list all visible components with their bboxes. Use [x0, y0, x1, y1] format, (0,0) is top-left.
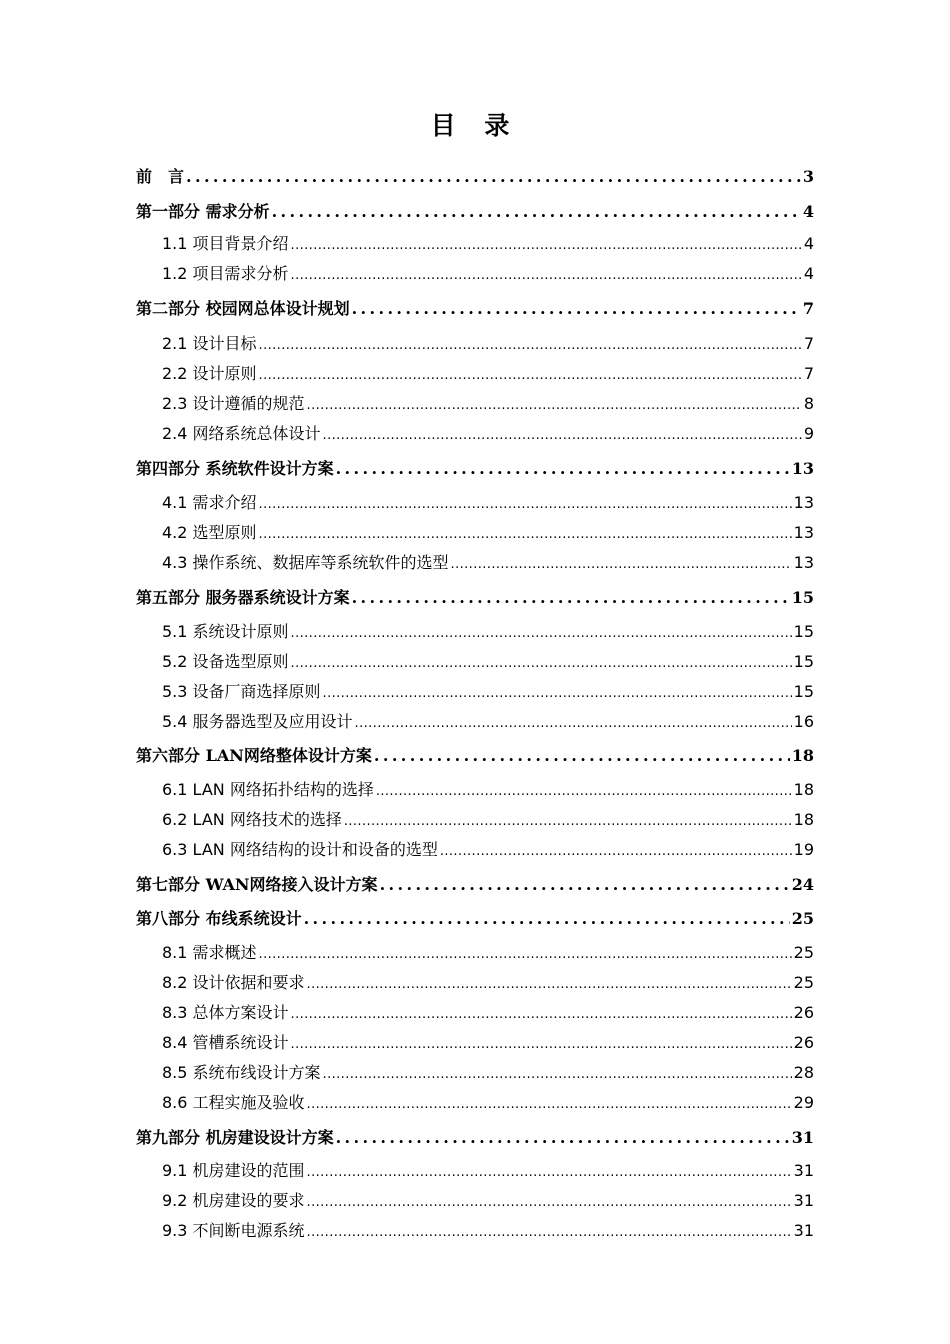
toc-page-number: 13	[793, 523, 814, 542]
toc-page-number: 25	[793, 973, 814, 992]
toc-entry-title: 6.2 LAN 网络技术的选择	[162, 810, 342, 829]
toc-entry-title: 8.1 需求概述	[162, 943, 257, 962]
toc-entry-title: 9.3 不间断电源系统	[162, 1221, 305, 1240]
toc-page-number: 31	[793, 1221, 814, 1240]
toc-dot-leader	[259, 334, 802, 353]
toc-subsection-entry[interactable]	[162, 837, 814, 860]
toc-subsection-entry[interactable]	[162, 619, 814, 642]
toc-page-number: 25	[791, 909, 814, 928]
toc-entry-title: 6.1 LAN 网络拓扑结构的选择	[162, 780, 374, 799]
toc-entry-title: 2.2 设计原则	[162, 364, 257, 383]
toc-subsection-entry[interactable]	[162, 679, 814, 702]
toc-entry-title: 2.4 网络系统总体设计	[162, 424, 321, 443]
toc-dot-leader	[307, 1161, 792, 1180]
toc-dot-leader	[380, 875, 790, 894]
toc-subsection-entry[interactable]	[162, 1218, 814, 1241]
toc-page-number: 31	[793, 1161, 814, 1180]
toc-subsection-entry[interactable]	[162, 1060, 814, 1083]
toc-entry-title: 4.3 操作系统、数据库等系统软件的选型	[162, 553, 449, 572]
toc-dot-leader	[352, 588, 790, 607]
toc-dot-leader	[304, 909, 790, 928]
toc-page-number: 7	[802, 299, 814, 318]
toc-entry-title: 第二部分 校园网总体设计规划	[136, 299, 350, 318]
toc-section-entry[interactable]	[136, 296, 814, 319]
toc-page-number: 26	[793, 1003, 814, 1022]
toc-page-number: 4	[803, 264, 814, 283]
toc-dot-leader	[440, 840, 792, 859]
toc-dot-leader	[355, 712, 792, 731]
toc-subsection-entry[interactable]	[162, 1188, 814, 1211]
toc-entry-title: 5.4 服务器选型及应用设计	[162, 712, 353, 731]
toc-entry-title: 8.5 系统布线设计方案	[162, 1063, 321, 1082]
toc-dot-leader	[291, 234, 802, 253]
toc-subsection-entry[interactable]	[162, 940, 814, 963]
toc-dot-leader	[291, 622, 792, 641]
toc-dot-leader	[344, 810, 792, 829]
toc-page-number: 25	[793, 943, 814, 962]
toc-page-number: 29	[793, 1093, 814, 1112]
toc-entry-title: 4.2 选型原则	[162, 523, 257, 542]
toc-entry-title: 第四部分 系统软件设计方案	[136, 459, 334, 478]
toc-dot-leader	[374, 746, 790, 765]
toc-page-number: 7	[803, 364, 814, 383]
toc-dot-leader	[307, 973, 792, 992]
toc-dot-leader	[186, 167, 801, 186]
toc-dot-leader	[259, 364, 802, 383]
toc-entry-title: 第七部分 WAN网络接入设计方案	[136, 875, 378, 894]
toc-subsection-entry[interactable]	[162, 421, 814, 444]
toc-subsection-entry[interactable]	[162, 1030, 814, 1053]
toc-page-number: 26	[793, 1033, 814, 1052]
toc-entry-title: 9.1 机房建设的范围	[162, 1161, 305, 1180]
toc-page-number: 16	[793, 712, 814, 731]
toc-subsection-entry[interactable]	[162, 550, 814, 573]
toc-subsection-entry[interactable]	[162, 1090, 814, 1113]
toc-entry-title: 4.1 需求介绍	[162, 493, 257, 512]
toc-section-entry[interactable]	[136, 906, 814, 929]
page-title: 目 录	[430, 111, 520, 140]
toc-entry-title: 8.6 工程实施及验收	[162, 1093, 305, 1112]
toc-page-number: 8	[803, 394, 814, 413]
toc-subsection-entry[interactable]	[162, 261, 814, 284]
toc-subsection-entry[interactable]	[162, 331, 814, 354]
toc-entry-title: 第六部分 LAN网络整体设计方案	[136, 746, 372, 765]
toc-dot-leader	[352, 299, 801, 318]
toc-entry-title: 第九部分 机房建设设计方案	[136, 1128, 334, 1147]
toc-page-number: 13	[793, 493, 814, 512]
toc-page-number: 9	[803, 424, 814, 443]
toc-page-number: 31	[793, 1191, 814, 1210]
toc-section-entry[interactable]	[136, 1125, 814, 1148]
toc-page-number: 4	[802, 202, 814, 221]
toc-dot-leader	[323, 1063, 792, 1082]
toc-section-entry[interactable]	[136, 743, 814, 766]
toc-page-number: 4	[803, 234, 814, 253]
toc-dot-leader	[291, 1033, 792, 1052]
toc-dot-leader	[291, 652, 792, 671]
toc-page-number: 7	[803, 334, 814, 353]
toc-page-number: 15	[793, 622, 814, 641]
toc-page-number: 24	[791, 875, 814, 894]
toc-entry-title: 5.1 系统设计原则	[162, 622, 289, 641]
toc-dot-leader	[451, 553, 792, 572]
toc-page-number: 3	[802, 167, 814, 186]
toc-dot-leader	[323, 682, 792, 701]
toc-subsection-entry[interactable]	[162, 361, 814, 384]
toc-page-number: 13	[791, 459, 814, 478]
toc-dot-leader	[336, 459, 790, 478]
toc-dot-leader	[376, 780, 792, 799]
toc-page-number: 18	[793, 810, 814, 829]
toc-dot-leader	[259, 943, 792, 962]
toc-page-number: 18	[793, 780, 814, 799]
toc-dot-leader	[336, 1128, 790, 1147]
toc-entry-title: 2.1 设计目标	[162, 334, 257, 353]
toc-entry-title: 第八部分 布线系统设计	[136, 909, 302, 928]
toc-entry-title: 6.3 LAN 网络结构的设计和设备的选型	[162, 840, 438, 859]
toc-subsection-entry[interactable]	[162, 520, 814, 543]
toc-entry-title: 9.2 机房建设的要求	[162, 1191, 305, 1210]
toc-page-number: 31	[791, 1128, 814, 1147]
toc-entry-title: 8.2 设计依据和要求	[162, 973, 305, 992]
toc-page-number: 15	[793, 652, 814, 671]
toc-subsection-entry[interactable]	[162, 1158, 814, 1181]
toc-dot-leader	[272, 202, 801, 221]
toc-entry-title: 2.3 设计遵循的规范	[162, 394, 305, 413]
toc-dot-leader	[323, 424, 802, 443]
toc-subsection-entry[interactable]	[162, 807, 814, 830]
toc-subsection-entry[interactable]	[162, 231, 814, 254]
toc-page-number: 15	[791, 588, 814, 607]
toc-dot-leader	[291, 264, 802, 283]
toc-entry-title: 5.3 设备厂商选择原则	[162, 682, 321, 701]
toc-subsection-entry[interactable]	[162, 490, 814, 513]
toc-subsection-entry[interactable]	[162, 1000, 814, 1023]
toc-dot-leader	[307, 394, 802, 413]
toc-entry-title: 1.1 项目背景介绍	[162, 234, 289, 253]
toc-page-number: 19	[793, 840, 814, 859]
toc-dot-leader	[259, 523, 792, 542]
toc-section-entry[interactable]	[136, 199, 814, 222]
toc-dot-leader	[307, 1221, 792, 1240]
toc-section-entry[interactable]	[136, 164, 814, 187]
toc-entry-title: 第一部分 需求分析	[136, 202, 270, 221]
toc-subsection-entry[interactable]	[162, 970, 814, 993]
toc-dot-leader	[307, 1093, 792, 1112]
toc-subsection-entry[interactable]	[162, 649, 814, 672]
toc-page-number: 15	[793, 682, 814, 701]
toc-dot-leader	[259, 493, 792, 512]
toc-entry-title: 1.2 项目需求分析	[162, 264, 289, 283]
toc-entry-title: 第五部分 服务器系统设计方案	[136, 588, 350, 607]
toc-section-entry[interactable]	[136, 456, 814, 479]
toc-section-entry[interactable]	[136, 872, 814, 895]
toc-page-number: 13	[793, 553, 814, 572]
toc-entry-title: 5.2 设备选型原则	[162, 652, 289, 671]
toc-entry-title: 前 言	[136, 167, 185, 186]
toc-subsection-entry[interactable]	[162, 777, 814, 800]
toc-entry-title: 8.4 管槽系统设计	[162, 1033, 289, 1052]
toc-subsection-entry[interactable]	[162, 391, 814, 414]
toc-page-number: 18	[791, 746, 814, 765]
toc-subsection-entry[interactable]	[162, 709, 814, 732]
toc-entry-title: 8.3 总体方案设计	[162, 1003, 289, 1022]
toc-page-number: 28	[793, 1063, 814, 1082]
toc-section-entry[interactable]	[136, 585, 814, 608]
toc-dot-leader	[307, 1191, 792, 1210]
toc-dot-leader	[291, 1003, 792, 1022]
